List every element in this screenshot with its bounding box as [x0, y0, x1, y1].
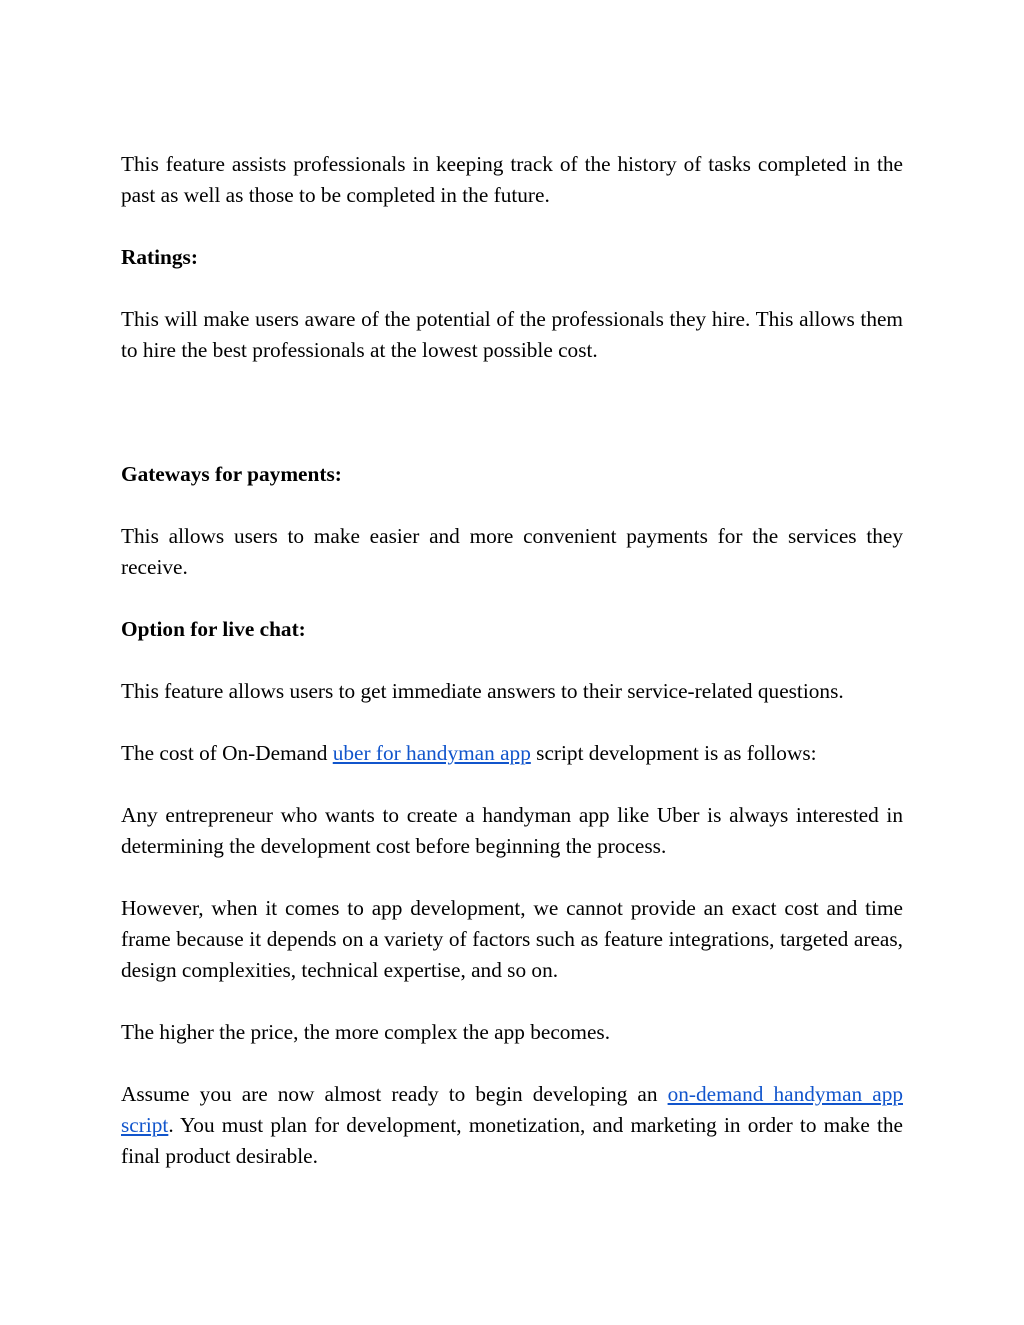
heading-payment-gateways: Gateways for payments:	[121, 462, 342, 486]
paragraph-entrepreneur: Any entrepreneur who wants to create a handyman app like Uber is always interested in determining the development cost before beginning the process.	[121, 803, 903, 858]
heading-live-chat: Option for live chat:	[121, 617, 306, 641]
on-demand-handyman-app-script-link[interactable]: on-demand handyman app script	[121, 1082, 903, 1137]
heading-ratings: Ratings:	[121, 245, 198, 269]
paragraph-plan	[121, 1079, 903, 1172]
paragraph-price-complexity: The higher the price, the more complex the app becomes.	[121, 1020, 611, 1044]
cost-intro-text-after: script development is as follows:	[530, 741, 817, 765]
paragraph-live-chat: This feature allows users to get immediate answers to their service-related questions.	[121, 679, 844, 703]
paragraph-cost-factors: However, when it comes to app development, we cannot provide an exact cost and time frame because it depends on a variety of factors such as feature integrations, targeted areas, design complexities, technical expertise, and so on.	[121, 896, 903, 982]
uber-for-handyman-app-link[interactable]: uber for handyman app	[332, 741, 531, 765]
document-page	[121, 149, 903, 1203]
paragraph-cost-intro	[121, 738, 903, 769]
paragraph-payments: This allows users to make easier and more convenient payments for the services they receive.	[121, 524, 903, 579]
plan-text-before: Assume you are now almost ready to begin developing an	[121, 1082, 668, 1106]
paragraph-ratings: This will make users aware of the potential of the professionals they hire. This allows them to hire the best professionals at the lowest possible cost.	[121, 307, 903, 362]
cost-intro-text-before: The cost of On-Demand	[121, 741, 333, 765]
blank-line	[121, 397, 903, 428]
paragraph-task-history: This feature assists professionals in keeping track of the history of tasks completed in the past as well as those to be completed in the future.	[121, 152, 903, 207]
plan-text-after: . You must plan for development, monetization, and marketing in order to make the final product desirable.	[121, 1113, 903, 1168]
